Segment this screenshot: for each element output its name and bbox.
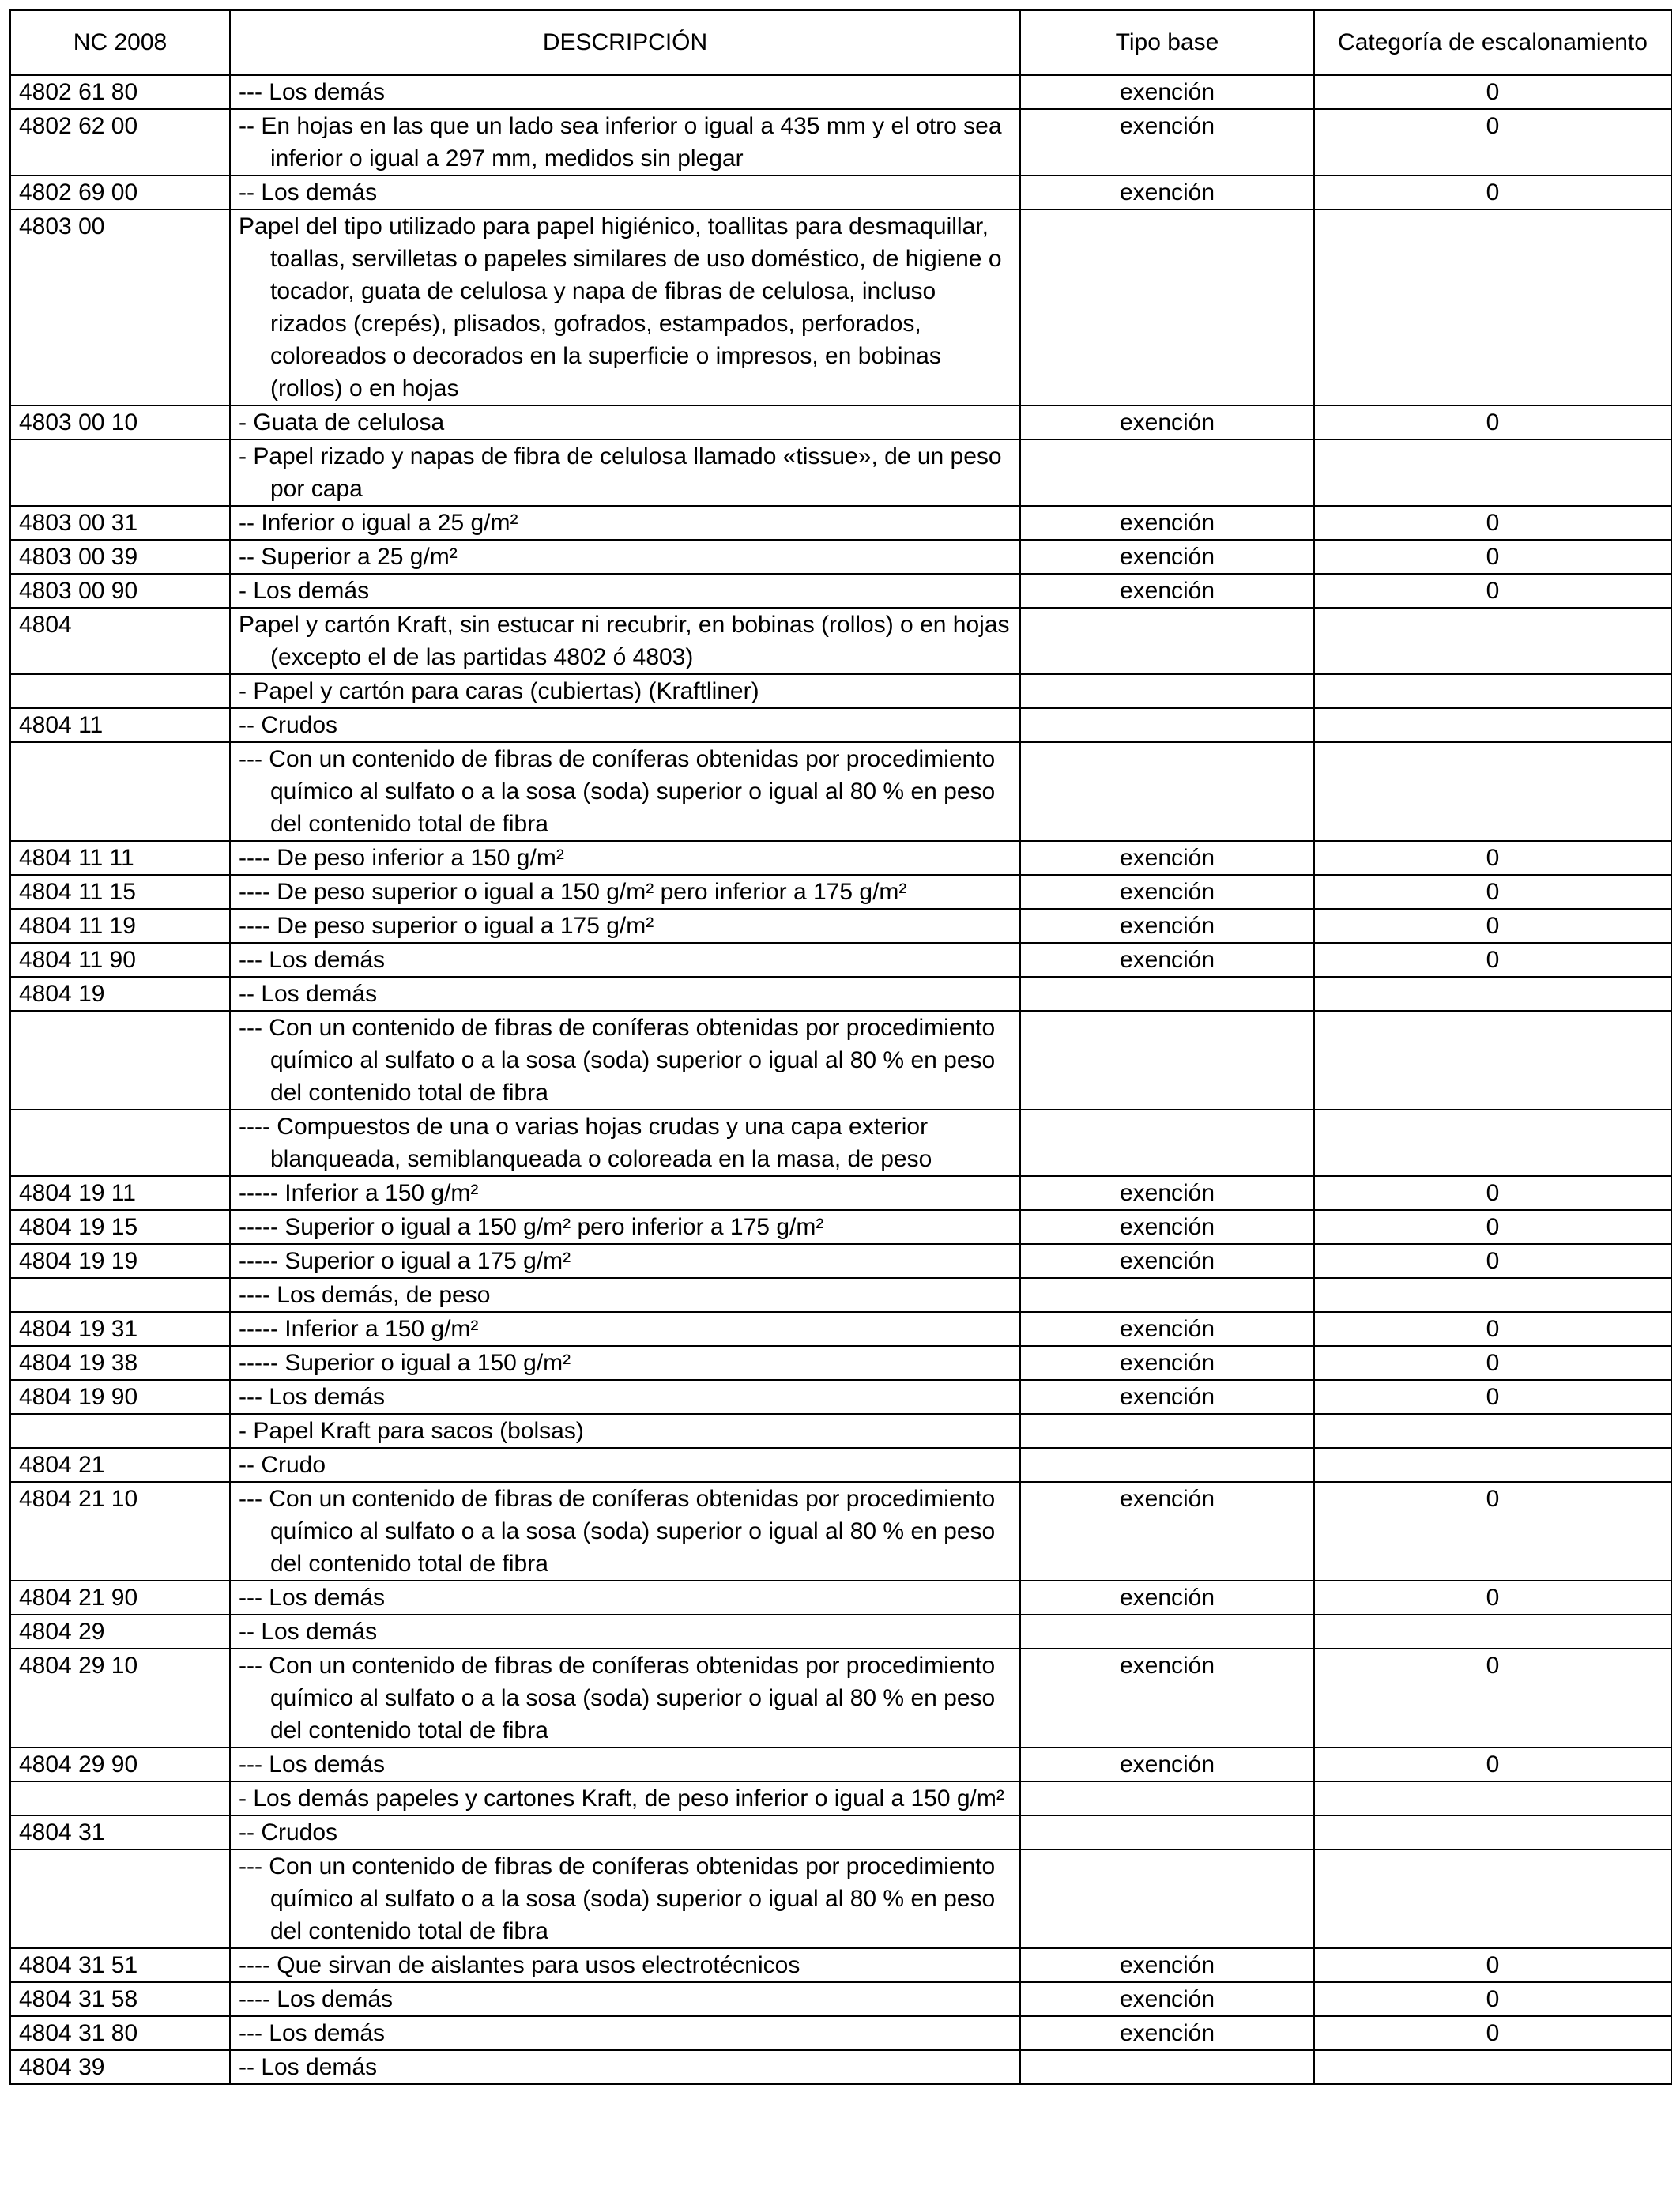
- table-row: [10, 1011, 1671, 1110]
- cell-description: [230, 909, 1020, 943]
- cell-nc-code: 4804 11 90: [10, 943, 230, 977]
- cell-description: [230, 2016, 1020, 2050]
- table-row: [10, 1649, 1671, 1747]
- cell-nc-code: [10, 1278, 230, 1312]
- cell-staging-category: [1314, 2050, 1671, 2084]
- cell-staging-category: 0: [1314, 506, 1671, 540]
- cell-base-rate: [1020, 1278, 1314, 1312]
- cell-description: [230, 1011, 1020, 1110]
- cell-base-rate: exención: [1020, 1982, 1314, 2016]
- description-text: ---- Los demás, de peso: [239, 1282, 491, 1308]
- cell-staging-category: [1314, 439, 1671, 506]
- table-row: [10, 1110, 1671, 1176]
- description-text: --- Los demás: [239, 79, 386, 105]
- description-text: --- Con un contenido de fibras de coníferas obtenidas por procedimiento químico al sulfato o a la sosa (soda) superior o igual al 80 % en peso del contenido total de fibra: [239, 746, 996, 837]
- description-text: Papel del tipo utilizado para papel higiénico, toallitas para desmaquillar, toallas, servilletas o papeles similares de uso doméstico, de higiene o tocador, guata de celulosa y napa de fibras de celulosa, incluso rizados (crepés), plisados, gofrados, estampados, perforados, coloreados o decorados en la superficie o impresos, en bobinas (rollos) o en hojas: [239, 213, 1002, 401]
- cell-nc-code: 4804 29: [10, 1615, 230, 1649]
- cell-staging-category: 0: [1314, 1482, 1671, 1581]
- description-text: --- Los demás: [239, 947, 386, 973]
- table-row: [10, 708, 1671, 742]
- description-text: --- Con un contenido de fibras de coníferas obtenidas por procedimiento químico al sulfato o a la sosa (soda) superior o igual al 80 % en peso del contenido total de fibra: [239, 1653, 996, 1744]
- description-text: ---- De peso inferior a 150 g/m²: [239, 845, 564, 871]
- table-row: [10, 1482, 1671, 1581]
- description-text: -- Crudo: [239, 1452, 326, 1478]
- cell-description: [230, 540, 1020, 574]
- cell-description: [230, 2050, 1020, 2084]
- header-nc: NC 2008: [10, 10, 230, 75]
- cell-base-rate: exención: [1020, 109, 1314, 175]
- description-text: -- Inferior o igual a 25 g/m²: [239, 510, 518, 536]
- description-text: - Papel rizado y napas de fibra de celulosa llamado «tissue», de un peso por capa: [239, 443, 1002, 502]
- cell-staging-category: 0: [1314, 1346, 1671, 1380]
- cell-base-rate: [1020, 1110, 1314, 1176]
- cell-base-rate: exención: [1020, 175, 1314, 209]
- cell-description: [230, 608, 1020, 674]
- cell-nc-code: 4803 00 39: [10, 540, 230, 574]
- cell-staging-category: [1314, 1448, 1671, 1482]
- cell-description: [230, 875, 1020, 909]
- cell-nc-code: 4804 31 58: [10, 1982, 230, 2016]
- cell-nc-code: 4804 21: [10, 1448, 230, 1482]
- table-row: [10, 977, 1671, 1011]
- cell-nc-code: 4804 19: [10, 977, 230, 1011]
- table-row: [10, 1176, 1671, 1210]
- table-row: [10, 608, 1671, 674]
- cell-base-rate: exención: [1020, 1747, 1314, 1781]
- cell-description: [230, 1414, 1020, 1448]
- cell-base-rate: exención: [1020, 574, 1314, 608]
- cell-description: [230, 1581, 1020, 1615]
- cell-staging-category: [1314, 742, 1671, 841]
- table-row: [10, 1244, 1671, 1278]
- cell-nc-code: 4804 19 31: [10, 1312, 230, 1346]
- cell-base-rate: [1020, 1849, 1314, 1948]
- table-row: [10, 1312, 1671, 1346]
- description-text: ---- Compuestos de una o varias hojas crudas y una capa exterior blanqueada, semiblanqueada o coloreada en la masa, de peso: [239, 1114, 932, 1172]
- cell-nc-code: 4803 00: [10, 209, 230, 405]
- cell-base-rate: [1020, 742, 1314, 841]
- cell-base-rate: exención: [1020, 1581, 1314, 1615]
- description-text: ----- Inferior a 150 g/m²: [239, 1180, 479, 1206]
- cell-description: [230, 1244, 1020, 1278]
- cell-base-rate: [1020, 209, 1314, 405]
- cell-description: [230, 674, 1020, 708]
- cell-description: [230, 1110, 1020, 1176]
- cell-nc-code: [10, 1011, 230, 1110]
- cell-staging-category: 0: [1314, 1581, 1671, 1615]
- cell-staging-category: 0: [1314, 175, 1671, 209]
- description-text: -- Crudos: [239, 712, 338, 738]
- cell-nc-code: 4804 11 11: [10, 841, 230, 875]
- description-text: -- Los demás: [239, 981, 378, 1007]
- table-row: [10, 1815, 1671, 1849]
- cell-staging-category: 0: [1314, 909, 1671, 943]
- cell-description: [230, 1176, 1020, 1210]
- cell-base-rate: exención: [1020, 909, 1314, 943]
- description-text: ----- Inferior a 150 g/m²: [239, 1316, 479, 1342]
- cell-base-rate: exención: [1020, 1649, 1314, 1747]
- table-row: [10, 1380, 1671, 1414]
- cell-base-rate: exención: [1020, 1380, 1314, 1414]
- cell-nc-code: 4804 19 15: [10, 1210, 230, 1244]
- cell-staging-category: [1314, 1781, 1671, 1815]
- cell-nc-code: [10, 1781, 230, 1815]
- description-text: --- Los demás: [239, 1585, 386, 1611]
- table-row: [10, 1747, 1671, 1781]
- description-text: ---- De peso superior o igual a 150 g/m² pero inferior a 175 g/m²: [239, 879, 907, 905]
- cell-description: [230, 439, 1020, 506]
- description-text: --- Con un contenido de fibras de coníferas obtenidas por procedimiento químico al sulfato o a la sosa (soda) superior o igual al 80 % en peso del contenido total de fibra: [239, 1853, 996, 1944]
- cell-base-rate: [1020, 1448, 1314, 1482]
- cell-base-rate: exención: [1020, 1176, 1314, 1210]
- table-row: [10, 943, 1671, 977]
- cell-staging-category: [1314, 608, 1671, 674]
- cell-description: [230, 1649, 1020, 1747]
- table-row: [10, 2050, 1671, 2084]
- description-text: ----- Superior o igual a 175 g/m²: [239, 1248, 571, 1274]
- cell-nc-code: 4804 31 80: [10, 2016, 230, 2050]
- cell-staging-category: 0: [1314, 109, 1671, 175]
- description-text: ----- Superior o igual a 150 g/m² pero inferior a 175 g/m²: [239, 1214, 824, 1240]
- table-row: [10, 405, 1671, 439]
- cell-staging-category: 0: [1314, 405, 1671, 439]
- table-row: [10, 209, 1671, 405]
- cell-base-rate: exención: [1020, 540, 1314, 574]
- cell-nc-code: 4804 29 90: [10, 1747, 230, 1781]
- header-staging-category: Categoría de escalonamiento: [1314, 10, 1671, 75]
- cell-staging-category: [1314, 1110, 1671, 1176]
- table-row: [10, 2016, 1671, 2050]
- cell-description: [230, 742, 1020, 841]
- cell-nc-code: 4803 00 31: [10, 506, 230, 540]
- cell-base-rate: exención: [1020, 1482, 1314, 1581]
- description-text: --- Con un contenido de fibras de coníferas obtenidas por procedimiento químico al sulfato o a la sosa (soda) superior o igual al 80 % en peso del contenido total de fibra: [239, 1486, 996, 1577]
- table-row: [10, 109, 1671, 175]
- cell-base-rate: exención: [1020, 943, 1314, 977]
- cell-nc-code: 4804 19 19: [10, 1244, 230, 1278]
- cell-base-rate: [1020, 1011, 1314, 1110]
- cell-description: [230, 1781, 1020, 1815]
- cell-nc-code: 4804 39: [10, 2050, 230, 2084]
- cell-staging-category: [1314, 1815, 1671, 1849]
- cell-base-rate: [1020, 1781, 1314, 1815]
- cell-nc-code: 4804 19 38: [10, 1346, 230, 1380]
- cell-base-rate: [1020, 2050, 1314, 2084]
- description-text: ---- Que sirvan de aislantes para usos electrotécnicos: [239, 1952, 800, 1978]
- cell-nc-code: 4803 00 10: [10, 405, 230, 439]
- cell-description: [230, 1346, 1020, 1380]
- cell-staging-category: 0: [1314, 1210, 1671, 1244]
- cell-description: [230, 841, 1020, 875]
- cell-staging-category: 0: [1314, 875, 1671, 909]
- description-text: --- Los demás: [239, 2020, 386, 2046]
- description-text: ---- Los demás: [239, 1986, 394, 2012]
- table-row: [10, 1448, 1671, 1482]
- cell-nc-code: 4804 31 51: [10, 1948, 230, 1982]
- table-row: [10, 875, 1671, 909]
- cell-nc-code: 4802 69 00: [10, 175, 230, 209]
- cell-description: [230, 1982, 1020, 2016]
- cell-staging-category: 0: [1314, 1982, 1671, 2016]
- description-text: - Guata de celulosa: [239, 409, 445, 435]
- cell-staging-category: 0: [1314, 1176, 1671, 1210]
- description-text: --- Con un contenido de fibras de coníferas obtenidas por procedimiento químico al sulfato o a la sosa (soda) superior o igual al 80 % en peso del contenido total de fibra: [239, 1015, 996, 1106]
- table-row: [10, 1982, 1671, 2016]
- table-row: [10, 439, 1671, 506]
- cell-description: [230, 175, 1020, 209]
- table-row: [10, 1346, 1671, 1380]
- cell-description: [230, 506, 1020, 540]
- header-base-rate: Tipo base: [1020, 10, 1314, 75]
- table-row: [10, 909, 1671, 943]
- table-row: [10, 175, 1671, 209]
- cell-staging-category: 0: [1314, 1649, 1671, 1747]
- header-row: [10, 10, 1671, 75]
- cell-base-rate: exención: [1020, 405, 1314, 439]
- cell-base-rate: exención: [1020, 875, 1314, 909]
- cell-description: [230, 1312, 1020, 1346]
- description-text: -- Crudos: [239, 1819, 338, 1845]
- cell-staging-category: 0: [1314, 1948, 1671, 1982]
- cell-staging-category: 0: [1314, 943, 1671, 977]
- document-page: [9, 9, 1671, 2085]
- cell-staging-category: 0: [1314, 75, 1671, 109]
- cell-base-rate: [1020, 1815, 1314, 1849]
- description-text: - Papel y cartón para caras (cubiertas) (Kraftliner): [239, 678, 759, 704]
- cell-description: [230, 1747, 1020, 1781]
- cell-nc-code: 4804 31: [10, 1815, 230, 1849]
- table-row: [10, 1278, 1671, 1312]
- cell-nc-code: 4802 61 80: [10, 75, 230, 109]
- cell-staging-category: [1314, 209, 1671, 405]
- cell-description: [230, 1948, 1020, 1982]
- table-row: [10, 1581, 1671, 1615]
- cell-description: [230, 708, 1020, 742]
- cell-description: [230, 574, 1020, 608]
- table-body: [10, 75, 1671, 2084]
- cell-base-rate: exención: [1020, 1312, 1314, 1346]
- description-text: --- Los demás: [239, 1384, 386, 1410]
- header-description: DESCRIPCIÓN: [230, 10, 1020, 75]
- cell-base-rate: exención: [1020, 75, 1314, 109]
- cell-description: [230, 109, 1020, 175]
- cell-description: [230, 209, 1020, 405]
- description-text: -- Los demás: [239, 179, 378, 205]
- cell-nc-code: 4804 19 90: [10, 1380, 230, 1414]
- cell-nc-code: 4804 11: [10, 708, 230, 742]
- cell-staging-category: [1314, 1414, 1671, 1448]
- cell-base-rate: exención: [1020, 841, 1314, 875]
- cell-staging-category: [1314, 1849, 1671, 1948]
- cell-staging-category: [1314, 1278, 1671, 1312]
- cell-base-rate: exención: [1020, 1244, 1314, 1278]
- cell-base-rate: [1020, 1615, 1314, 1649]
- cell-staging-category: 0: [1314, 1380, 1671, 1414]
- table-row: [10, 841, 1671, 875]
- cell-staging-category: [1314, 977, 1671, 1011]
- cell-nc-code: [10, 1414, 230, 1448]
- cell-nc-code: 4804 11 19: [10, 909, 230, 943]
- table-row: [10, 75, 1671, 109]
- cell-base-rate: exención: [1020, 1210, 1314, 1244]
- table-row: [10, 742, 1671, 841]
- cell-staging-category: 0: [1314, 540, 1671, 574]
- cell-staging-category: 0: [1314, 1244, 1671, 1278]
- description-text: --- Los demás: [239, 1751, 386, 1777]
- cell-base-rate: [1020, 674, 1314, 708]
- description-text: - Los demás papeles y cartones Kraft, de peso inferior o igual a 150 g/m²: [239, 1785, 1004, 1811]
- cell-base-rate: [1020, 439, 1314, 506]
- cell-staging-category: 0: [1314, 1312, 1671, 1346]
- tariff-table: [9, 9, 1672, 2085]
- table-row: [10, 506, 1671, 540]
- table-row: [10, 1210, 1671, 1244]
- cell-description: [230, 977, 1020, 1011]
- cell-staging-category: 0: [1314, 2016, 1671, 2050]
- description-text: ----- Superior o igual a 150 g/m²: [239, 1350, 571, 1376]
- description-text: -- Superior a 25 g/m²: [239, 544, 458, 570]
- description-text: -- Los demás: [239, 1619, 378, 1645]
- cell-nc-code: [10, 742, 230, 841]
- cell-staging-category: [1314, 708, 1671, 742]
- cell-nc-code: 4804 19 11: [10, 1176, 230, 1210]
- cell-description: [230, 1210, 1020, 1244]
- cell-nc-code: 4802 62 00: [10, 109, 230, 175]
- table-row: [10, 540, 1671, 574]
- cell-base-rate: [1020, 608, 1314, 674]
- cell-description: [230, 1380, 1020, 1414]
- table-row: [10, 1781, 1671, 1815]
- table-row: [10, 1414, 1671, 1448]
- cell-description: [230, 1849, 1020, 1948]
- table-row: [10, 1948, 1671, 1982]
- cell-description: [230, 1615, 1020, 1649]
- description-text: - Los demás: [239, 578, 370, 604]
- cell-nc-code: 4803 00 90: [10, 574, 230, 608]
- description-text: -- Los demás: [239, 2054, 378, 2080]
- cell-staging-category: [1314, 674, 1671, 708]
- cell-description: [230, 1482, 1020, 1581]
- cell-description: [230, 1815, 1020, 1849]
- cell-nc-code: [10, 674, 230, 708]
- cell-base-rate: exención: [1020, 1948, 1314, 1982]
- cell-staging-category: 0: [1314, 841, 1671, 875]
- cell-description: [230, 75, 1020, 109]
- description-text: - Papel Kraft para sacos (bolsas): [239, 1418, 584, 1444]
- cell-staging-category: [1314, 1011, 1671, 1110]
- description-text: Papel y cartón Kraft, sin estucar ni recubrir, en bobinas (rollos) o en hojas (excepto el de las partidas 4802 ó 4803): [239, 612, 1010, 670]
- cell-nc-code: 4804 21 90: [10, 1581, 230, 1615]
- cell-nc-code: 4804: [10, 608, 230, 674]
- cell-nc-code: [10, 439, 230, 506]
- table-row: [10, 674, 1671, 708]
- cell-nc-code: 4804 29 10: [10, 1649, 230, 1747]
- description-text: -- En hojas en las que un lado sea inferior o igual a 435 mm y el otro sea inferior o igual a 297 mm, medidos sin plegar: [239, 113, 1002, 172]
- cell-staging-category: 0: [1314, 574, 1671, 608]
- cell-base-rate: [1020, 708, 1314, 742]
- cell-description: [230, 405, 1020, 439]
- cell-nc-code: 4804 11 15: [10, 875, 230, 909]
- table-row: [10, 574, 1671, 608]
- cell-nc-code: 4804 21 10: [10, 1482, 230, 1581]
- table-row: [10, 1849, 1671, 1948]
- cell-description: [230, 1448, 1020, 1482]
- cell-base-rate: exención: [1020, 506, 1314, 540]
- description-text: ---- De peso superior o igual a 175 g/m²: [239, 913, 654, 939]
- cell-description: [230, 1278, 1020, 1312]
- table-row: [10, 1615, 1671, 1649]
- cell-base-rate: [1020, 977, 1314, 1011]
- cell-description: [230, 943, 1020, 977]
- cell-nc-code: [10, 1110, 230, 1176]
- cell-base-rate: exención: [1020, 1346, 1314, 1380]
- cell-base-rate: [1020, 1414, 1314, 1448]
- cell-staging-category: 0: [1314, 1747, 1671, 1781]
- cell-nc-code: [10, 1849, 230, 1948]
- cell-base-rate: exención: [1020, 2016, 1314, 2050]
- cell-staging-category: [1314, 1615, 1671, 1649]
